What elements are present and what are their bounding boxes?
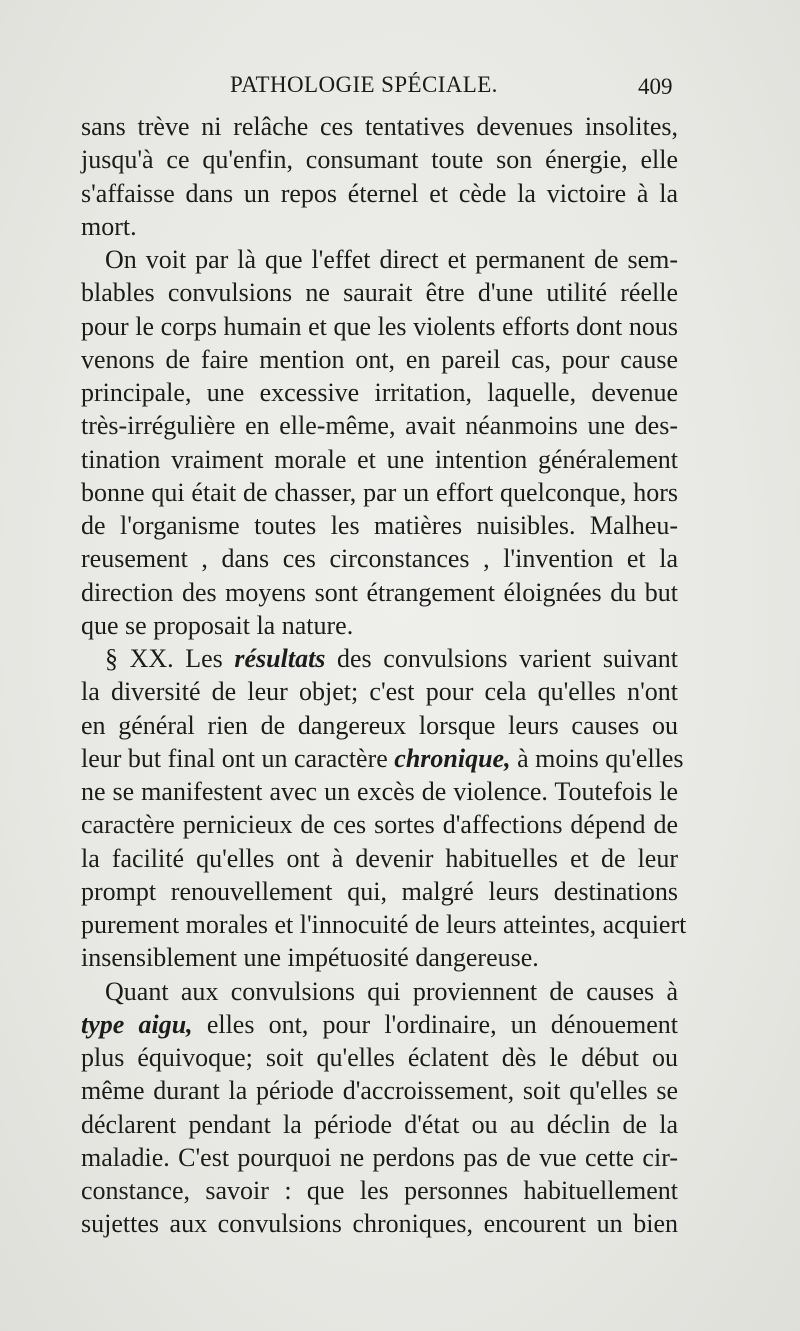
text-segment: de l'organisme toutes les matières nuisibles. Malheu-: [81, 511, 678, 540]
text-line: [81, 443, 678, 476]
text-segment: constance, savoir : que les personnes habituellement: [81, 1176, 678, 1205]
text-segment: direction des moyens sont étrangement éloignées du but: [81, 577, 678, 607]
text-line: [81, 110, 678, 143]
text-segment: pour le corps humain et que les violents efforts dont nous: [81, 311, 678, 341]
text-line: [81, 177, 678, 210]
text-segment: tination vraiment morale et une intention généralement: [81, 444, 678, 474]
emphasis-text: résultats: [234, 644, 326, 673]
text-segment: insensiblement une impétuosité dangereuse.: [81, 943, 539, 973]
text-segment: mort.: [81, 211, 137, 241]
text-segment: leur but final ont un caractère: [81, 743, 395, 773]
text-line: [81, 409, 678, 442]
text-line: [81, 1074, 678, 1107]
text-line: [81, 243, 678, 276]
emphasis-text: type aigu,: [81, 1009, 193, 1039]
text-segment: Quant aux convulsions qui proviennent de causes à: [105, 976, 678, 1006]
page-number: 409: [638, 74, 673, 99]
text-segment: reusement , dans ces circonstances , l'invention et la: [81, 544, 678, 574]
text-segment: purement morales et l'innocuité de leurs atteintes, acquiert: [81, 910, 687, 939]
running-title: PATHOLOGIE SPÉCIALE.: [230, 72, 498, 97]
text-segment: la diversité de leur objet; c'est pour cela qu'elles n'ont: [81, 677, 678, 707]
text-line: [81, 542, 678, 575]
text-segment: blables convulsions ne saurait être d'une utilité réelle: [81, 278, 678, 308]
text-line: [81, 941, 678, 974]
text-line: [81, 143, 678, 176]
text-segment: déclarent pendant la période d'état ou au déclin de la: [81, 1109, 678, 1139]
text-line: [81, 1174, 678, 1207]
text-segment: caractère pernicieux de ces sortes d'affections dépend de: [81, 810, 678, 840]
text-segment: des convulsions varient suivant: [325, 644, 678, 673]
text-line: [81, 576, 678, 609]
text-segment: sans trève ni relâche ces tentatives devenues insolites,: [81, 112, 678, 141]
text-segment: très-irrégulière en elle-même, avait néanmoins une des-: [81, 411, 678, 441]
text-line: [81, 1041, 678, 1074]
text-segment: ne se manifestent avec un excès de violence. Toutefois le: [81, 777, 678, 806]
body-text: [81, 110, 687, 1241]
text-segment: venons de faire mention ont, en pareil cas, pour cause: [81, 344, 678, 374]
text-segment: principale, une excessive irritation, laquelle, devenue: [81, 378, 678, 407]
text-segment: que se proposait la nature.: [81, 610, 354, 640]
text-segment: la facilité qu'elles ont à devenir habituelles et de leur: [81, 843, 678, 873]
text-line: [81, 509, 678, 542]
text-line: [81, 875, 678, 908]
text-line: [81, 742, 684, 775]
text-segment: bonne qui était de chasser, par un effort quelconque, hors: [81, 477, 678, 507]
text-line: [81, 310, 678, 343]
text-line: [81, 642, 678, 675]
text-line: [81, 210, 678, 243]
text-segment: s'affaisse dans un repos éternel et cède la victoire à la: [81, 178, 678, 208]
text-segment: § XX. Les: [105, 644, 235, 673]
text-line: [81, 276, 678, 309]
text-segment: plus équivoque; soit qu'elles éclatent dès le début ou: [81, 1043, 678, 1072]
text-line: [81, 1008, 678, 1041]
text-line: [81, 343, 678, 376]
text-segment: jusqu'à ce qu'enfin, consumant toute son énergie, elle: [81, 145, 678, 175]
text-segment: même durant la période d'accroissement, soit qu'elles se: [81, 1076, 678, 1106]
text-line: [81, 476, 678, 509]
text-line: [81, 975, 678, 1008]
text-segment: On voit par là que l'effet direct et permanent de sem-: [105, 245, 678, 274]
text-segment: en général rien de dangereux lorsque leurs causes ou: [81, 710, 678, 740]
running-head: [0, 72, 800, 102]
emphasis-text: chronique,: [394, 743, 511, 773]
text-line: [81, 376, 678, 409]
text-segment: sujettes aux convulsions chroniques, encourent un bien: [81, 1209, 678, 1239]
text-line: [81, 808, 678, 841]
text-line: [81, 675, 678, 708]
text-segment: à moins qu'elles: [510, 743, 684, 773]
text-line: [81, 609, 678, 642]
text-line: [81, 1207, 678, 1240]
text-line: [81, 1141, 678, 1174]
text-segment: elles ont, pour l'ordinaire, un dénouement: [192, 1009, 678, 1039]
text-line: [81, 775, 678, 808]
text-segment: maladie. C'est pourquoi ne perdons pas de vue cette cir-: [81, 1142, 678, 1172]
text-line: [81, 1108, 678, 1141]
text-segment: prompt renouvellement qui, malgré leurs destinations: [81, 876, 678, 906]
text-line: [81, 709, 678, 742]
text-line: [81, 842, 678, 875]
text-line: [81, 908, 687, 941]
